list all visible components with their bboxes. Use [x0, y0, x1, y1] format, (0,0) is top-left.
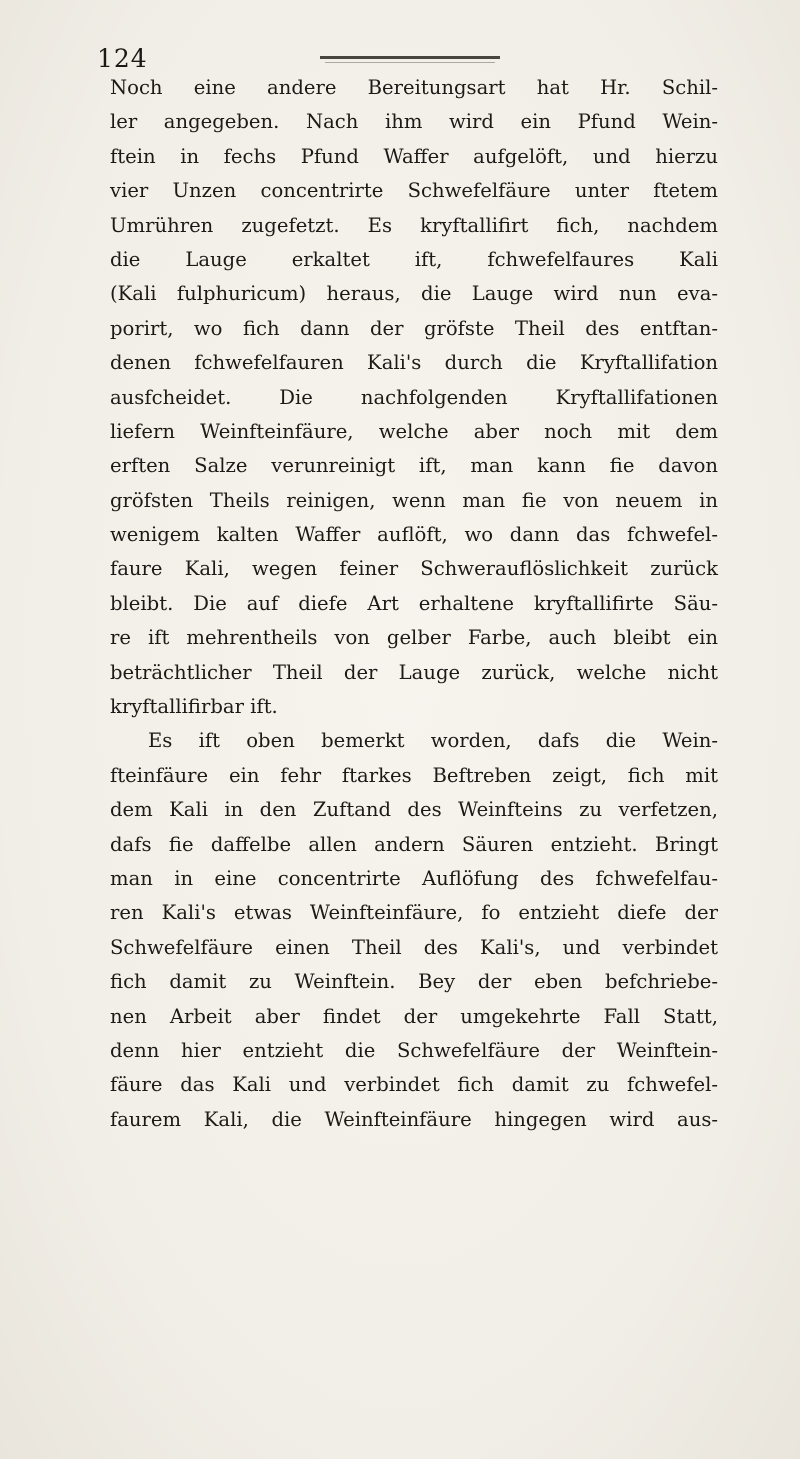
- text-line: kryftallifirbar ift.: [110, 695, 278, 719]
- text-line: (Kali fulphuricum) heraus, die Lauge wird nun eva-: [110, 282, 718, 306]
- text-line: vier Unzen concentrirte Schwefelfäure unter ftetem: [110, 179, 718, 203]
- text-line: man in eine concentrirte Auflöfung des fchwefelfau-: [110, 866, 718, 890]
- text-line: nen Arbeit aber findet der umgekehrte Fall Statt,: [110, 1004, 718, 1028]
- paragraph-1: [110, 71, 718, 724]
- header-rule: [320, 56, 500, 59]
- text-line: beträchtlicher Theil der Lauge zurück, welche nicht: [110, 660, 718, 684]
- text-line: denn hier entzieht die Schwefelfäure der Weinftein-: [110, 1038, 718, 1062]
- text-line: liefern Weinfteinfäure, welche aber noch mit dem: [110, 419, 718, 443]
- text-line: bleibt. Die auf diefe Art erhaltene kryftallifirte Säu-: [110, 591, 718, 615]
- text-line: ren Kali's etwas Weinfteinfäure, fo entzieht diefe der: [110, 901, 718, 925]
- text-line: Schwefelfäure einen Theil des Kali's, und verbindet: [110, 935, 718, 959]
- text-line: ausfcheidet. Die nachfolgenden Kryftallifationen: [110, 385, 718, 409]
- text-line: ler angegeben. Nach ihm wird ein Pfund Wein-: [110, 110, 718, 134]
- text-line: re ift mehrentheils von gelber Farbe, auch bleibt ein: [110, 626, 718, 650]
- paragraph-2: [110, 724, 718, 1137]
- text-line: wenigem kalten Waffer auflöft, wo dann das fchwefel-: [110, 523, 718, 547]
- text-line: faure Kali, wegen feiner Schwerauflöslichkeit zurück: [110, 557, 718, 581]
- text-line: gröfsten Theils reinigen, wenn man fie von neuem in: [110, 488, 718, 512]
- text-line: Es ift oben bemerkt worden, dafs die Wein-: [148, 729, 718, 753]
- text-line: die Lauge erkaltet ift, fchwefelfaures Kali: [110, 247, 718, 271]
- text-line: dafs fie daffelbe allen andern Säuren entzieht. Bringt: [110, 832, 718, 856]
- text-line: denen fchwefelfauren Kali's durch die Kryftallifation: [110, 351, 718, 375]
- text-line: fich damit zu Weinftein. Bey der eben befchriebe-: [110, 970, 718, 994]
- header-rule-shadow: [325, 62, 495, 63]
- page-number: 124: [97, 44, 148, 73]
- text-line: erften Salze verunreinigt ift, man kann fie davon: [110, 454, 718, 478]
- text-line: dem Kali in den Zuftand des Weinfteins zu verfetzen,: [110, 798, 718, 822]
- text-line: Noch eine andere Bereitungsart hat Hr. Schil-: [110, 76, 718, 99]
- text-line: faurem Kali, die Weinfteinfäure hingegen wird aus-: [110, 1107, 718, 1131]
- text-line: ftein in fechs Pfund Waffer aufgelöft, und hierzu: [110, 144, 718, 168]
- text-line: Umrühren zugefetzt. Es kryftallifirt fich, nachdem: [110, 213, 718, 237]
- text-line: fäure das Kali und verbindet fich damit zu fchwefel-: [110, 1073, 718, 1097]
- body-text: [110, 71, 718, 1137]
- text-line: fteinfäure ein fehr ftarkes Beftreben zeigt, fich mit: [110, 763, 718, 787]
- text-line: porirt, wo fich dann der gröfste Theil des entftan-: [110, 316, 718, 340]
